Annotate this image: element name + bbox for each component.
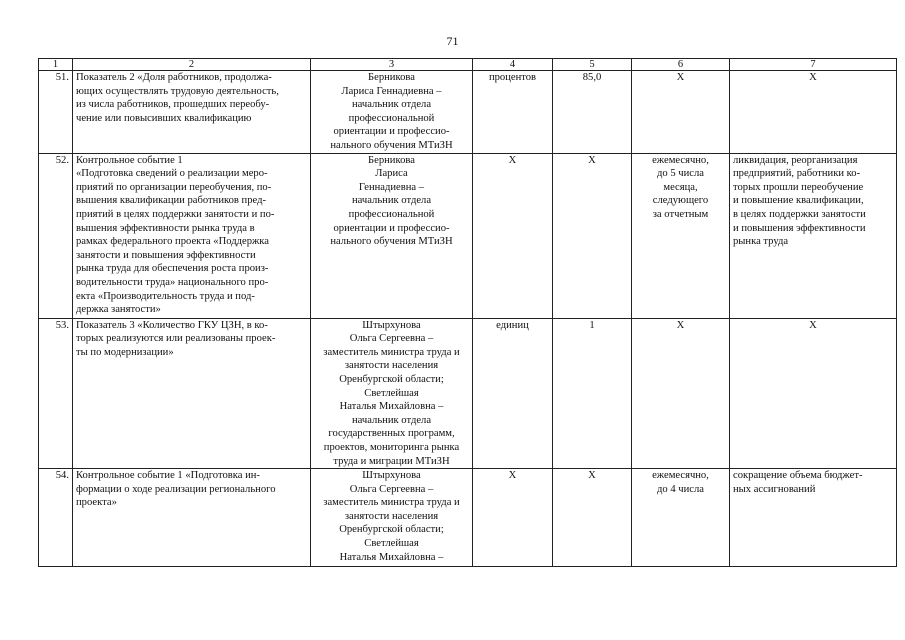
column-header: 5 [553, 59, 632, 71]
responsible-person-line: начальник отдела [351, 99, 432, 111]
table-row [39, 153, 897, 318]
responsible-person-line: занятости населения [344, 510, 439, 522]
indicator-description-line: «Подготовка сведений о реализации меро- [76, 168, 268, 180]
indicator-description-line: приятий в целях поддержки занятости и по- [76, 208, 275, 220]
information-source-cell-line: рынка труда [733, 236, 789, 248]
responsible-person-line: начальник отдела [351, 414, 432, 426]
responsible-person-line: Штырхунова [362, 319, 421, 331]
responsible-person-line: Лариса [375, 168, 408, 180]
information-source-cell [730, 469, 897, 567]
value-cell: 85,0 [553, 71, 632, 154]
column-header: 4 [473, 59, 553, 71]
information-source-cell [730, 71, 897, 154]
responsible-person-line: занятости населения [344, 360, 439, 372]
column-number-row [39, 59, 897, 71]
responsible-person-line: профессиональной [348, 112, 435, 124]
periodicity-cell [632, 469, 730, 567]
information-source-cell-line: предприятий, работники ко- [733, 168, 861, 180]
responsible-person-line: нального обучения МТиЗН [330, 236, 453, 248]
information-source-cell-line: и повышение квалификации, [733, 195, 864, 207]
unit-cell: единиц [473, 318, 553, 469]
indicator-description-line: водительности труда» национального про- [76, 276, 269, 288]
indicator-description-line: рынка труда для обеспечения роста произ- [76, 263, 269, 275]
responsible-person-line: ориентации и профессио- [333, 126, 450, 138]
periodicity-cell [632, 71, 730, 154]
responsible-person-line: Берникова [368, 72, 415, 83]
indicator-description-line: торых реализуются или реализованы проек- [76, 333, 276, 345]
responsible-person-line: Оренбургской области; [339, 524, 444, 536]
column-header: 1 [39, 59, 73, 71]
page-number: 71 [446, 34, 459, 48]
indicator-description-line: ты по модернизации» [76, 346, 174, 358]
responsible-person [311, 318, 473, 469]
responsible-person-line: Штырхунова [362, 470, 421, 482]
column-header: 3 [311, 59, 473, 71]
indicator-description [73, 71, 311, 154]
information-source-cell [730, 153, 897, 318]
indicator-description-line: рамках федерального проекта «Поддержка [76, 236, 269, 248]
information-source-cell-line: сокращение объема бюджет- [733, 470, 863, 482]
responsible-person-line: нального обучения МТиЗН [330, 139, 453, 151]
responsible-person-line: начальник отдела [351, 195, 432, 207]
responsible-person [311, 153, 473, 318]
periodicity-cell-line: X [676, 319, 685, 331]
periodicity-cell [632, 153, 730, 318]
information-source-cell-line: ных ассигнований [733, 483, 816, 495]
responsible-person-line: заместитель министра труда и [323, 346, 460, 358]
periodicity-cell-line: ежемесячно, [652, 470, 709, 482]
indicator-description-line: держка занятости» [76, 304, 161, 316]
information-source-cell-line: X [809, 72, 817, 83]
periodicity-cell-line: следующего [652, 195, 709, 207]
indicator-description [73, 318, 311, 469]
indicator-description-line: вышения квалификации работников пред- [76, 195, 266, 207]
responsible-person-line: Ольга Сергеевна – [349, 333, 434, 345]
unit-cell: X [473, 153, 553, 318]
responsible-person-line: проектов, мониторинга рынка [323, 441, 460, 453]
responsible-person-line: Наталья Михайловна – [339, 551, 444, 563]
indicator-description-line: формации о ходе реализации регионального [76, 483, 276, 495]
column-header: 7 [730, 59, 897, 71]
periodicity-cell-line: до 4 числа [657, 483, 704, 495]
periodicity-cell-line: за отчетным [652, 208, 709, 220]
table-row [39, 469, 897, 567]
table-row [39, 71, 897, 154]
responsible-person-line: Светлейшая [364, 387, 419, 399]
periodicity-cell-line: до 5 числа [657, 168, 704, 180]
responsible-person [311, 71, 473, 154]
indicator-description-line: екта «Производительность труда и под- [76, 290, 255, 302]
responsible-person-line: Лариса Геннадиевна – [341, 85, 442, 97]
indicator-description [73, 153, 311, 318]
unit-cell: процентов [473, 71, 553, 154]
indicator-description-line: занятости и повышения эффективности [76, 249, 256, 261]
indicator-description-line: Показатель 3 «Количество ГКУ ЦЗН, в ко- [76, 319, 268, 331]
plan-table [38, 58, 897, 567]
indicator-description-line: проекта» [76, 497, 117, 509]
information-source-cell-line: и повышения эффективности [733, 222, 866, 234]
responsible-person-line: Оренбургской области; [339, 373, 444, 385]
responsible-person-line: Ольга Сергеевна – [349, 483, 434, 495]
row-number: 53. [39, 318, 73, 469]
responsible-person-line: Наталья Михайловна – [339, 401, 444, 413]
responsible-person-line: государственных программ, [328, 428, 455, 440]
responsible-person-line: Светлейшая [364, 538, 419, 550]
responsible-person-line: Берникова [368, 154, 415, 166]
periodicity-cell [632, 318, 730, 469]
information-source-cell-line: ликвидация, реорганизация [733, 154, 858, 166]
indicator-description-line: из числа работников, прошедших переобу- [76, 99, 270, 111]
column-header: 6 [632, 59, 730, 71]
information-source-cell-line: X [809, 319, 817, 331]
indicator-description-line: чение или повысивших квалификацию [76, 112, 252, 124]
indicator-description-line: ющих осуществлять трудовую деятельность, [76, 85, 279, 97]
periodicity-cell-line: ежемесячно, [652, 154, 709, 166]
value-cell: X [553, 153, 632, 318]
unit-cell: X [473, 469, 553, 567]
row-number: 52. [39, 153, 73, 318]
responsible-person [311, 469, 473, 567]
indicator-description-line: приятий по организации переобучения, по- [76, 181, 272, 193]
indicator-description-line: Показатель 2 «Доля работников, продолжа- [76, 72, 272, 83]
responsible-person-line: Геннадиевна – [358, 181, 425, 193]
table-row [39, 318, 897, 469]
responsible-person-line: ориентации и профессио- [333, 222, 450, 234]
information-source-cell [730, 318, 897, 469]
information-source-cell-line: в целях поддержки занятости [733, 208, 866, 220]
row-number: 54. [39, 469, 73, 567]
indicator-description-line: Контрольное событие 1 «Подготовка ин- [76, 470, 260, 482]
indicator-description [73, 469, 311, 567]
responsible-person-line: заместитель министра труда и [323, 497, 460, 509]
column-header: 2 [73, 59, 311, 71]
indicator-description-line: вышения эффективности рынка труда в [76, 222, 255, 234]
periodicity-cell-line: месяца, [663, 181, 698, 193]
value-cell: X [553, 469, 632, 567]
periodicity-cell-line: X [676, 72, 685, 83]
indicator-description-line: Контрольное событие 1 [76, 154, 183, 166]
responsible-person-line: труда и миграции МТиЗН [333, 455, 450, 467]
row-number: 51. [39, 71, 73, 154]
responsible-person-line: профессиональной [348, 208, 435, 220]
value-cell: 1 [553, 318, 632, 469]
information-source-cell-line: торых прошли переобучение [733, 181, 864, 193]
